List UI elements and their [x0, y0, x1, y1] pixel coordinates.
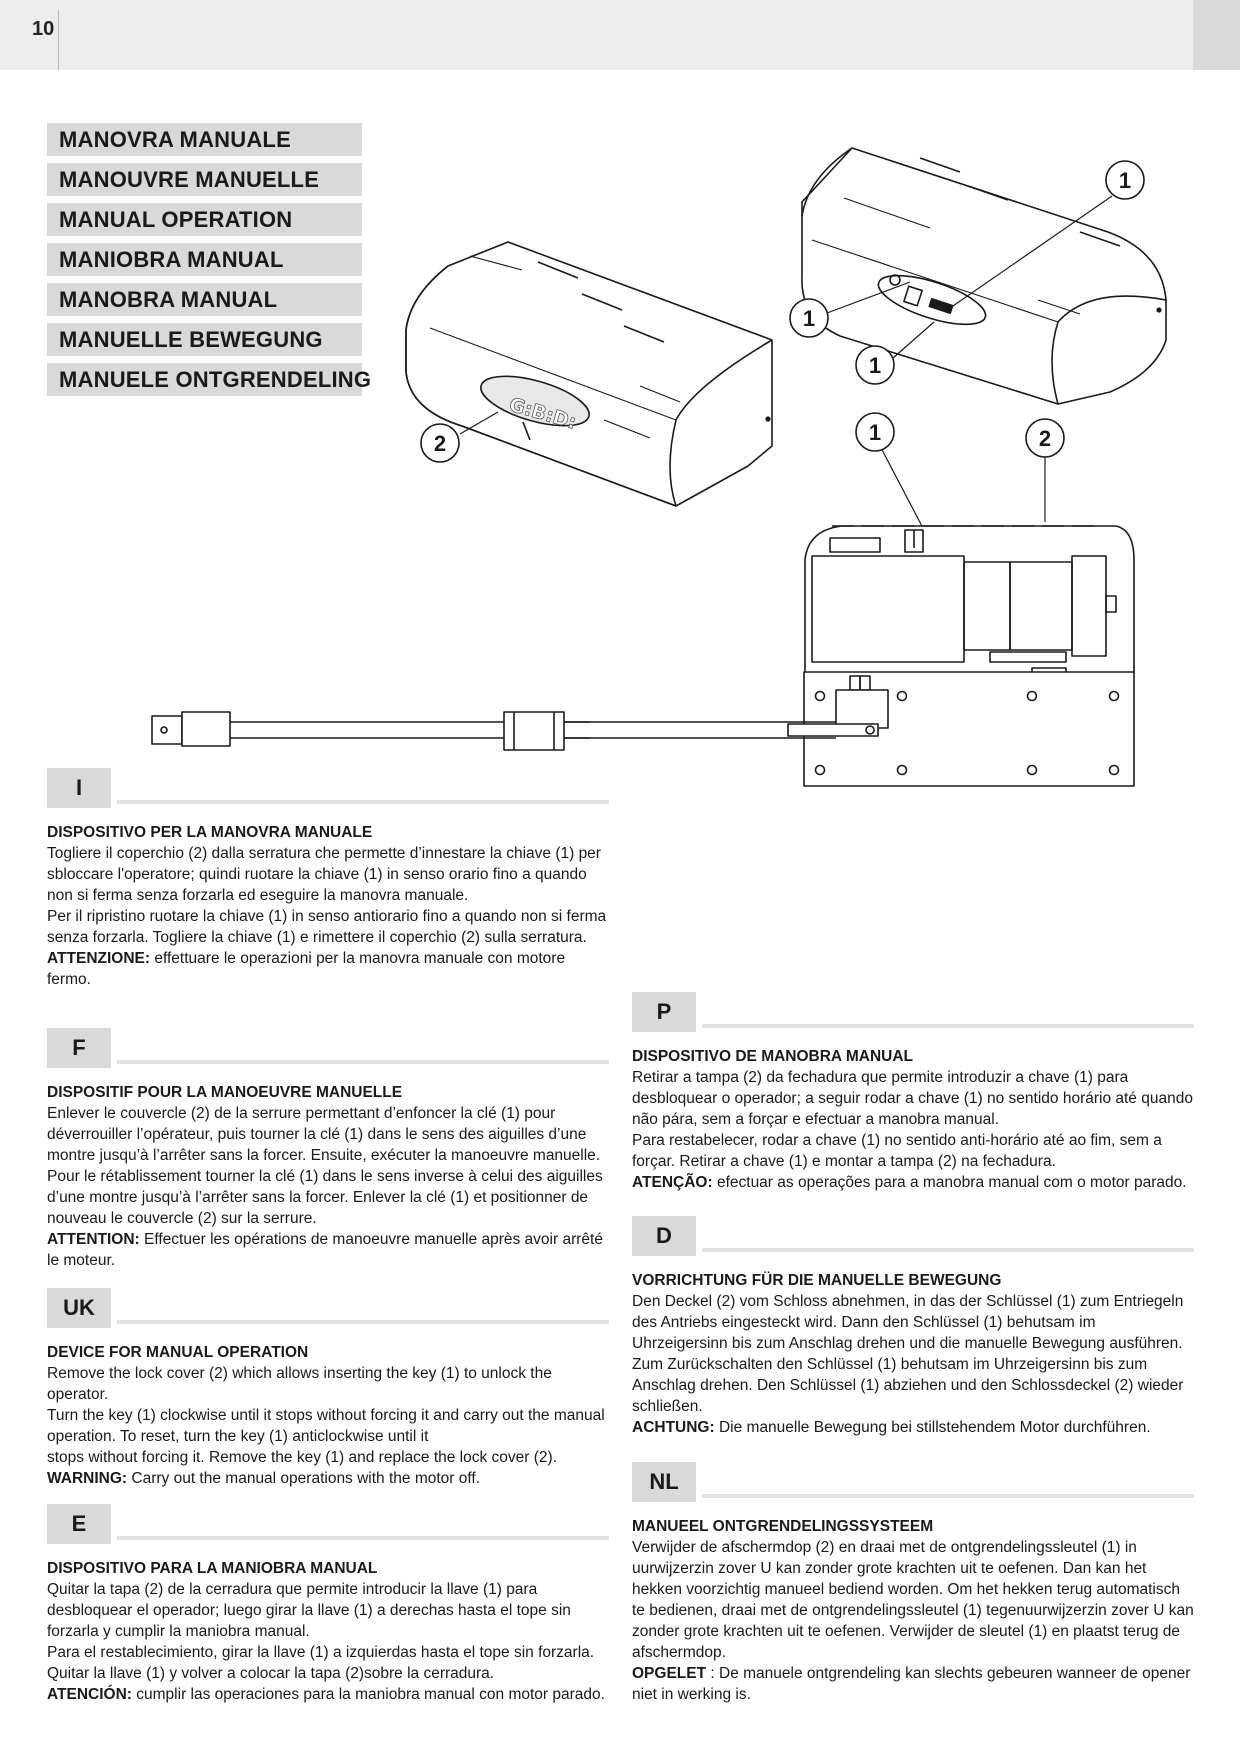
- section-header: [47, 1504, 609, 1544]
- plan-view: [152, 526, 1134, 786]
- section-header: [632, 992, 1194, 1032]
- section-pt: [632, 992, 1194, 1193]
- paragraph: Den Deckel (2) vom Schloss abnehmen, in das der Schlüssel (1) zum Entriegeln des Antriebs eingesteckt wird. Dann den Schlüssel (1) behutsam im Uhrzeigersinn bis zum Anschlag drehen und die manuelle Bewegung ausführen.: [632, 1293, 1184, 1352]
- language-badge: E: [47, 1504, 111, 1544]
- page-number: 10: [32, 18, 55, 40]
- paragraph: Turn the key (1) clockwise until it stops without forcing it and carry out the manual operation. To reset, turn the key (1) anticlockwise until it: [47, 1407, 605, 1445]
- warning-text: effettuare le operazioni per la manovra manuale con motore fermo.: [47, 950, 566, 988]
- warning-text: Carry out the manual operations with the motor off.: [127, 1470, 481, 1487]
- paragraph: Per il ripristino ruotare la chiave (1) in senso antiorario fino a quando non si ferma senza forzarla. Togliere la chiave (1) e rimettere il coperchio (2) sulla serratura.: [47, 908, 607, 946]
- section-header: [47, 1288, 609, 1328]
- warning: [47, 1229, 609, 1271]
- callout-key-4: [856, 413, 894, 451]
- warning: [632, 1417, 1194, 1438]
- section-title: DISPOSITIF POUR LA MANOEUVRE MANUELLE: [47, 1084, 403, 1101]
- language-badge: F: [47, 1028, 111, 1068]
- paragraph: Quitar la tapa (2) de la cerradura que permite introducir la llave (1) para desbloquear el operador; luego girar la llave (1) a derechas hasta el tope sin forzarla y cumplir la maniobra manual.: [47, 1581, 571, 1640]
- warning-label: OPGELET: [632, 1665, 707, 1682]
- section-header: [47, 768, 609, 808]
- paragraph: Para restabelecer, rodar a chave (1) no sentido anti-horário até ao fim, sem a forçar. Retirar a chave (1) e montar a tampa (2) na fechadura.: [632, 1132, 1162, 1170]
- header-rule: [117, 1060, 609, 1064]
- paragraph: Pour le rétablissement tourner la clé (1) dans le sens inverse à celui des aiguilles d’une montre jusqu’à l’arrêter sans la forcer. Enlever la clé (1) et positionner de nouveau le couvercle (2) sur la serrure.: [47, 1168, 603, 1227]
- section-uk: [47, 1288, 609, 1489]
- paragraph: Verwijder de afschermdop (2) en draai met de ontgrendelingssleutel (1) in uurwijzerzin zover U kan zonder grote krachten uit te oefenen. Dan kan het hekken voorzichtig manueel bediend worden. Om het hekken terug automatisch te bedienen, draai met de ontgrendelingssleutel (1) tegenuurwijzerzin zover U kan zonder grote krachten uit te oefenen. Verwijder de sleutel (1) en plaatst terug de afschermdop.: [632, 1539, 1194, 1661]
- warning: [47, 1468, 609, 1489]
- callout-key-1-label: 1: [1118, 168, 1132, 193]
- callout-key-3-label: 1: [868, 353, 882, 378]
- section-title: DISPOSITIVO PER LA MANOVRA MANUALE: [47, 824, 373, 841]
- title-en: MANUAL OPERATION: [47, 203, 362, 236]
- warning-text: Effectuer les opérations de manoeuvre manuelle après avoir arrêté le moteur.: [47, 1231, 603, 1269]
- section-title: DEVICE FOR MANUAL OPERATION: [47, 1344, 309, 1361]
- language-badge: NL: [632, 1462, 696, 1502]
- callout-key-1: [1106, 161, 1144, 199]
- callout-cover-1-label: 2: [1038, 426, 1052, 451]
- callout-cover-2-label: 2: [433, 431, 447, 456]
- warning: [47, 948, 609, 990]
- paragraph: Togliere il coperchio (2) dalla serratura che permette d’innestare la chiave (1) per sbloccare l'operatore; quindi ruotare la chiave (1) in senso orario fino a quando non si ferma senza forzarla ed eseguire la manovra manuale.: [47, 845, 601, 904]
- language-badge: D: [632, 1216, 696, 1256]
- header-rule: [117, 1536, 609, 1540]
- warning: [632, 1172, 1194, 1193]
- section-de: [632, 1216, 1194, 1438]
- warning-text: cumplir las operaciones para la maniobra manual con motor parado.: [131, 1686, 605, 1703]
- title-nl: MANUELE ONTGRENDELING: [47, 363, 362, 396]
- warning-label: WARNING:: [47, 1470, 128, 1487]
- callout-key-2-label: 1: [802, 306, 816, 331]
- callout-key-4-label: 1: [868, 420, 882, 445]
- warning-text: Die manuelle Bewegung bei stillstehendem Motor durchführen.: [714, 1419, 1151, 1436]
- section-header: [632, 1216, 1194, 1256]
- header-rule: [702, 1494, 1194, 1498]
- section-nl: [632, 1462, 1194, 1705]
- section-header: [47, 1028, 609, 1068]
- manual-release-drawing: [0, 0, 1240, 800]
- title-es: MANIOBRA MANUAL: [47, 243, 362, 276]
- language-badge: UK: [47, 1288, 111, 1328]
- paragraph: Para el restablecimiento, girar la llave (1) a izquierdas hasta el tope sin forzarla. Quitar la llave (1) y volver a colocar la tapa (2)sobre la cerradura.: [47, 1644, 595, 1682]
- warning: [632, 1663, 1194, 1705]
- header-rule: [117, 800, 609, 804]
- section-title: DISPOSITIVO DE MANOBRA MANUAL: [632, 1048, 914, 1065]
- title-it: MANOVRA MANUALE: [47, 123, 362, 156]
- section-header: [632, 1462, 1194, 1502]
- operator-left: [406, 242, 772, 506]
- section-fr: [47, 1028, 609, 1271]
- warning-label: ATTENZIONE:: [47, 950, 151, 967]
- section-title: MANUEEL ONTGRENDELINGSSYSTEEM: [632, 1518, 934, 1535]
- warning-label: ATTENTION:: [47, 1231, 140, 1248]
- warning-text: : De manuele ontgrendeling kan slechts gebeuren wanneer de opener niet in werking is.: [632, 1665, 1191, 1703]
- warning-label: ATENCIÓN:: [47, 1686, 132, 1703]
- callout-key-2: [790, 299, 828, 337]
- warning-text: efectuar as operações para a manobra manual com o motor parado.: [712, 1174, 1187, 1191]
- paragraph: stops without forcing it. Remove the key (1) and replace the lock cover (2).: [47, 1449, 558, 1466]
- paragraph: Zum Zurückschalten den Schlüssel (1) behutsam im Uhrzeigersinn bis zum Anschlag drehen. Den Schlüssel (1) abziehen und den Schlossdeckel (2) wieder schließen.: [632, 1356, 1184, 1415]
- language-badge: P: [632, 992, 696, 1032]
- title-pt: MANOBRA MANUAL: [47, 283, 362, 316]
- logo-glyphs: G:B:D:: [506, 393, 579, 434]
- callout-cover-1: [1026, 419, 1064, 457]
- section-it: [47, 768, 609, 990]
- callout-cover-2: [421, 424, 459, 462]
- warning: [47, 1684, 609, 1705]
- header-rule: [117, 1320, 609, 1324]
- section-title: VORRICHTUNG FÜR DIE MANUELLE BEWEGUNG: [632, 1272, 1002, 1289]
- warning-label: ATENÇÃO:: [632, 1174, 713, 1191]
- section-title: DISPOSITIVO PARA LA MANIOBRA MANUAL: [47, 1560, 378, 1577]
- callout-key-3: [856, 346, 894, 384]
- language-badge: I: [47, 768, 111, 808]
- title-fr: MANOUVRE MANUELLE: [47, 163, 362, 196]
- header-rule: [702, 1248, 1194, 1252]
- paragraph: Enlever le couvercle (2) de la serrure permettant d’enfoncer la clé (1) pour déverrouiller l’opérateur, puis tourner la clé (1) dans le sens des aiguilles d’une montre jusqu’à l’arrêter sans la forcer. Ensuite, exécuter la manoeuvre manuelle.: [47, 1105, 601, 1164]
- header-rule: [702, 1024, 1194, 1028]
- paragraph: Remove the lock cover (2) which allows inserting the key (1) to unlock the operator.: [47, 1365, 552, 1403]
- title-de: MANUELLE BEWEGUNG: [47, 323, 362, 356]
- section-es: [47, 1504, 609, 1705]
- warning-label: ACHTUNG:: [632, 1419, 715, 1436]
- paragraph: Retirar a tampa (2) da fechadura que permite introduzir a chave (1) para desbloquear o operador; a seguir rodar a chave (1) no sentido horário até quando não pára, sem a forçar e efectuar a manobra manual.: [632, 1069, 1193, 1128]
